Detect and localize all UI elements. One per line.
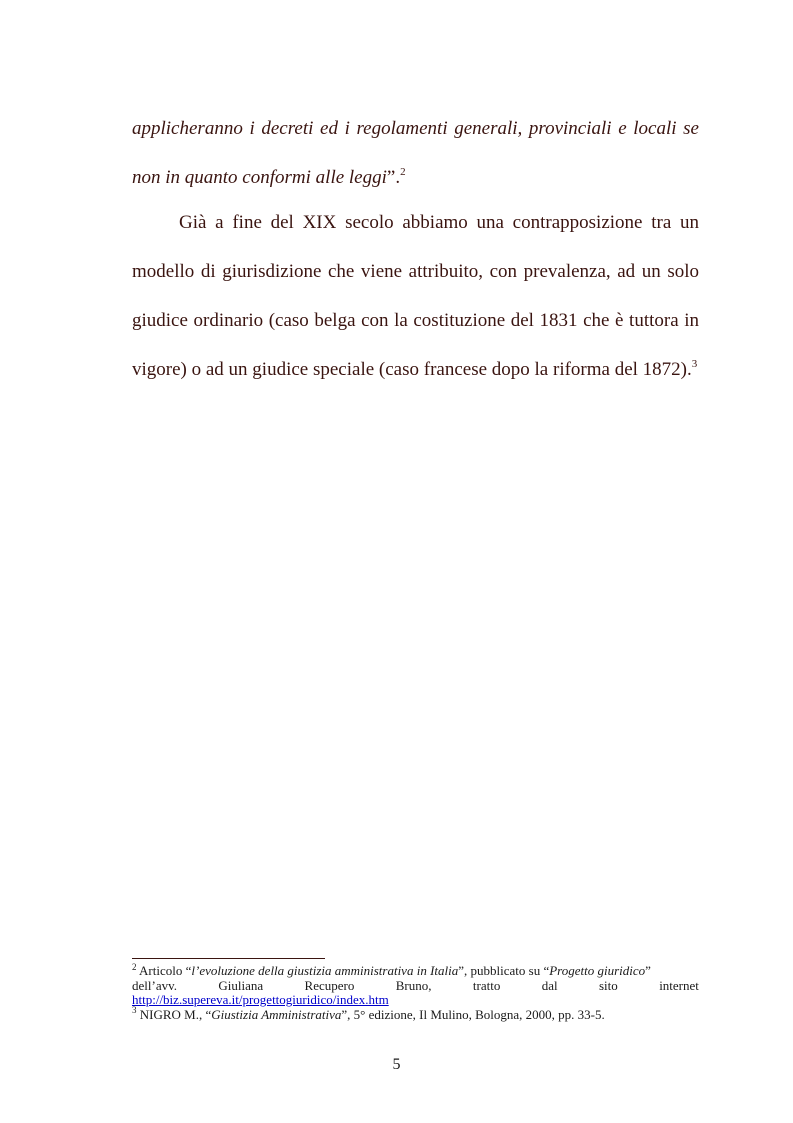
footnote-2-lead: Articolo “: [139, 963, 192, 978]
footnote-ref-3[interactable]: 3: [691, 357, 698, 370]
footnote-2-title: l’evoluzione della giustizia amministrativa in Italia: [191, 963, 459, 978]
footnote-2-source: Progetto giuridico: [549, 963, 646, 978]
footnote-2-word: Bruno,: [395, 977, 432, 993]
footnote-2-word: tratto: [472, 977, 501, 993]
footnote-3-title: Giustizia Amministrativa: [211, 1006, 342, 1022]
closing-quote: ”.: [386, 167, 401, 188]
footnote-2: [132, 961, 699, 979]
footnote-2-word: dal: [541, 977, 558, 993]
footnote-2-mid: ”, pubblicato su “: [458, 963, 550, 978]
paragraph-2-text: Già a fine del XIX secolo abbiamo una contrapposizione tra un modello di giurisdizione che viene attribuito, con prevalenza, ad un solo giudice ordinario (caso belga con la costituzione del 1831 che è tuttora in vigore) o ad un giudice speciale (caso francese dopo la riforma del 1872).: [132, 212, 699, 380]
footnote-2-word: Giuliana: [218, 977, 264, 993]
footnote-separator: [132, 958, 325, 959]
footnotes: [132, 961, 699, 1022]
footnote-2-word: internet: [659, 977, 699, 993]
footnote-3-lead: NIGRO M., “: [139, 1006, 212, 1022]
footnote-2-number: 2: [132, 961, 137, 972]
footnote-3-end: ”, 5° edizione, Il Mulino, Bologna, 2000, pp. 33-5.: [341, 1006, 605, 1022]
footnote-3-number: 3: [132, 1005, 137, 1016]
footnote-2-word: Recupero: [304, 977, 355, 993]
paragraph-2: [132, 198, 699, 394]
footnote-ref-2[interactable]: 2: [400, 165, 406, 178]
footnote-3: [132, 1005, 699, 1023]
page-number: 5: [392, 1056, 401, 1073]
footnote-2-line-3: [132, 993, 699, 1008]
paragraph-1: [132, 104, 699, 202]
footnote-2-end: ”: [645, 963, 651, 978]
quoted-law-text: applicheranno i decreti ed i regolamenti generali, provinciali e locali se non in quanto conformi alle leggi: [132, 118, 699, 188]
footnote-2-line-2: [132, 979, 699, 994]
footnote-2-word: dell’avv.: [132, 977, 177, 993]
footnote-2-word: sito: [599, 977, 618, 993]
footnote-2-link[interactable]: http://biz.supereva.it/progettogiuridico/index.htm: [132, 992, 389, 1007]
